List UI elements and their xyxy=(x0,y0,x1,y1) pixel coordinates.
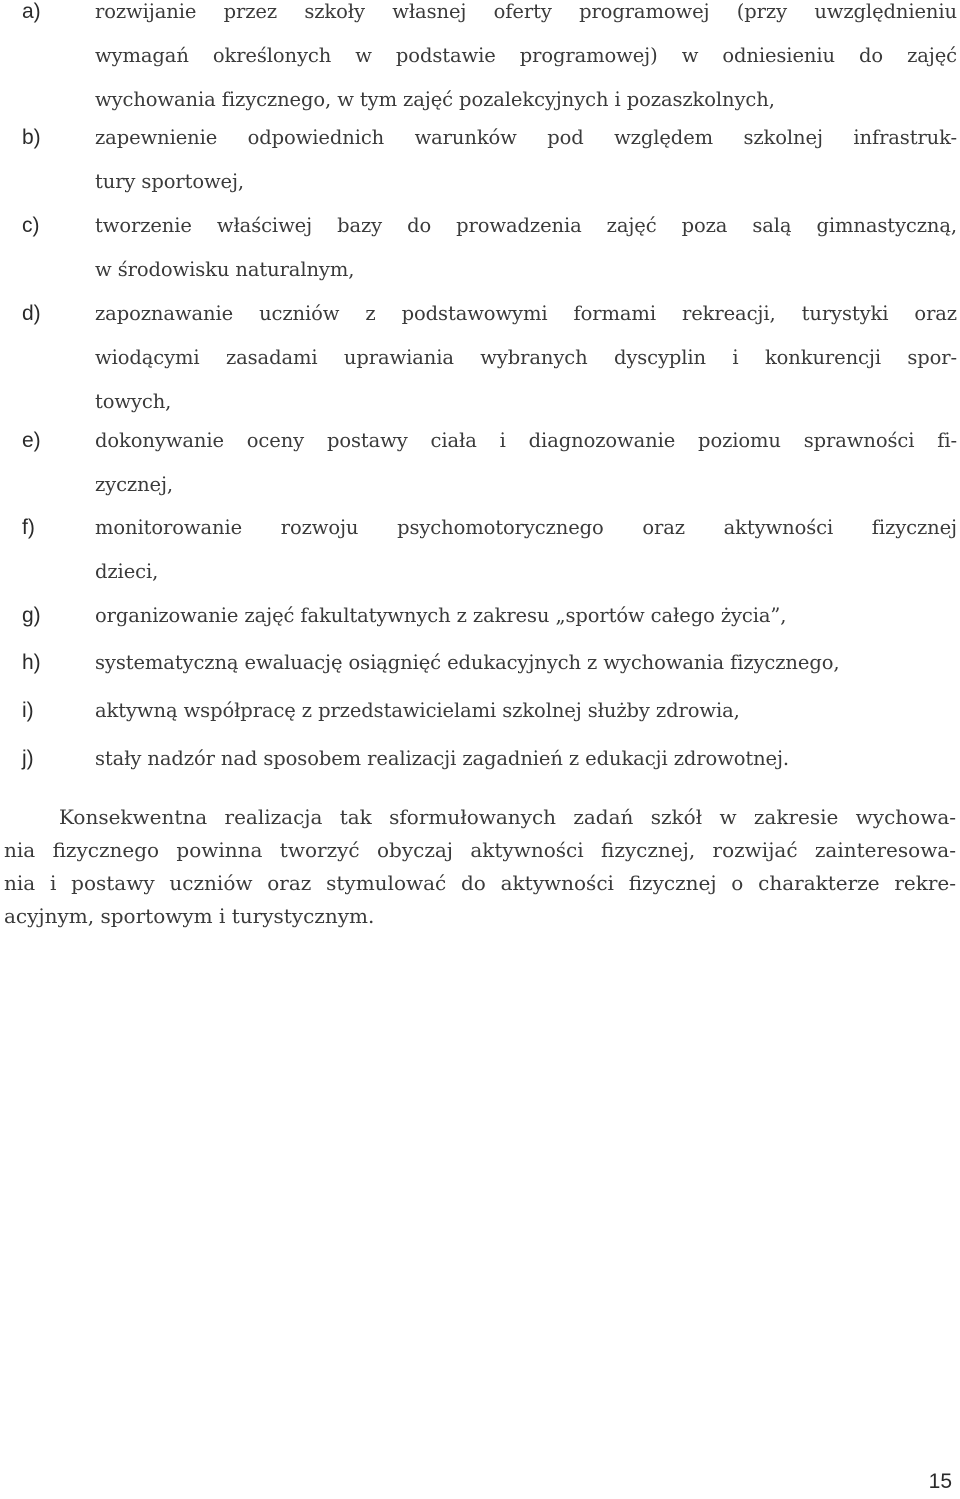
list-marker: g) xyxy=(22,604,41,627)
text-line: dzieci, xyxy=(95,560,159,583)
list-marker: b) xyxy=(22,126,41,149)
text-line: wymagań określonych w podstawie programowej) w odniesieniu do zajęć xyxy=(95,44,957,67)
text-line: zapewnienie odpowiednich warunków pod względem szkolnej infrastruk- xyxy=(95,126,957,149)
list-marker: i) xyxy=(22,699,34,722)
list-item-text xyxy=(95,204,957,292)
list-item-text xyxy=(95,594,957,638)
page-number: 15 xyxy=(928,1470,952,1493)
list-item-text xyxy=(95,116,957,204)
list-item-text xyxy=(95,641,957,685)
list-marker: h) xyxy=(22,651,41,674)
text-line: tury sportowej, xyxy=(95,170,245,193)
list-item-text xyxy=(95,737,957,781)
text-line: nia fizycznego powinna tworzyć obyczaj aktywności fizycznej, rozwijać zainteresowa- xyxy=(4,838,956,862)
text-line: tworzenie właściwej bazy do prowadzenia zajęć poza salą gimnastyczną, xyxy=(95,214,957,237)
text-line: stały nadzór nad sposobem realizacji zagadnień z edukacji zdrowotnej. xyxy=(95,747,790,770)
list-item-text xyxy=(95,419,957,507)
list-item-text xyxy=(95,506,957,594)
text-line: aktywną współpracę z przedstawicielami szkolnej służby zdrowia, xyxy=(95,699,740,722)
text-line: Konsekwentna realizacja tak sformułowanych zadań szkół w zakresie wychowa- xyxy=(59,805,956,829)
list-item-text xyxy=(95,0,957,122)
list-marker: c) xyxy=(22,214,40,237)
summary-paragraph xyxy=(4,801,956,933)
list-item-text xyxy=(95,292,957,424)
text-line: wiodącymi zasadami uprawiania wybranych dyscyplin i konkurencji spor- xyxy=(95,346,957,369)
text-line: zycznej, xyxy=(95,473,174,496)
text-line: rozwijanie przez szkoły własnej oferty programowej (przy uwzględnieniu xyxy=(95,0,957,23)
list-marker: d) xyxy=(22,302,41,325)
text-line: monitorowanie rozwoju psychomotorycznego oraz aktywności fizycznej xyxy=(95,516,957,539)
list-item-text xyxy=(95,689,957,733)
list-marker: e) xyxy=(22,429,41,452)
text-line: zapoznawanie uczniów z podstawowymi formami rekreacji, turystyki oraz xyxy=(95,302,957,325)
list-marker: j) xyxy=(22,747,34,770)
text-line: wychowania fizycznego, w tym zajęć pozalekcyjnych i pozaszkolnych, xyxy=(95,88,775,111)
list-marker: f) xyxy=(22,516,35,539)
text-line: towych, xyxy=(95,390,172,413)
text-line: organizowanie zajęć fakultatywnych z zakresu „sportów całego życia”, xyxy=(95,604,787,627)
text-line: dokonywanie oceny postawy ciała i diagnozowanie poziomu sprawności fi- xyxy=(95,429,957,452)
text-line: systematyczną ewaluację osiągnięć edukacyjnych z wychowania fizycznego, xyxy=(95,651,840,674)
list-marker: a) xyxy=(22,0,41,23)
text-line: w środowisku naturalnym, xyxy=(95,258,355,281)
text-line: acyjnym, sportowym i turystycznym. xyxy=(4,904,375,928)
text-line: nia i postawy uczniów oraz stymulować do aktywności fizycznej o charakterze rekre- xyxy=(4,871,956,895)
